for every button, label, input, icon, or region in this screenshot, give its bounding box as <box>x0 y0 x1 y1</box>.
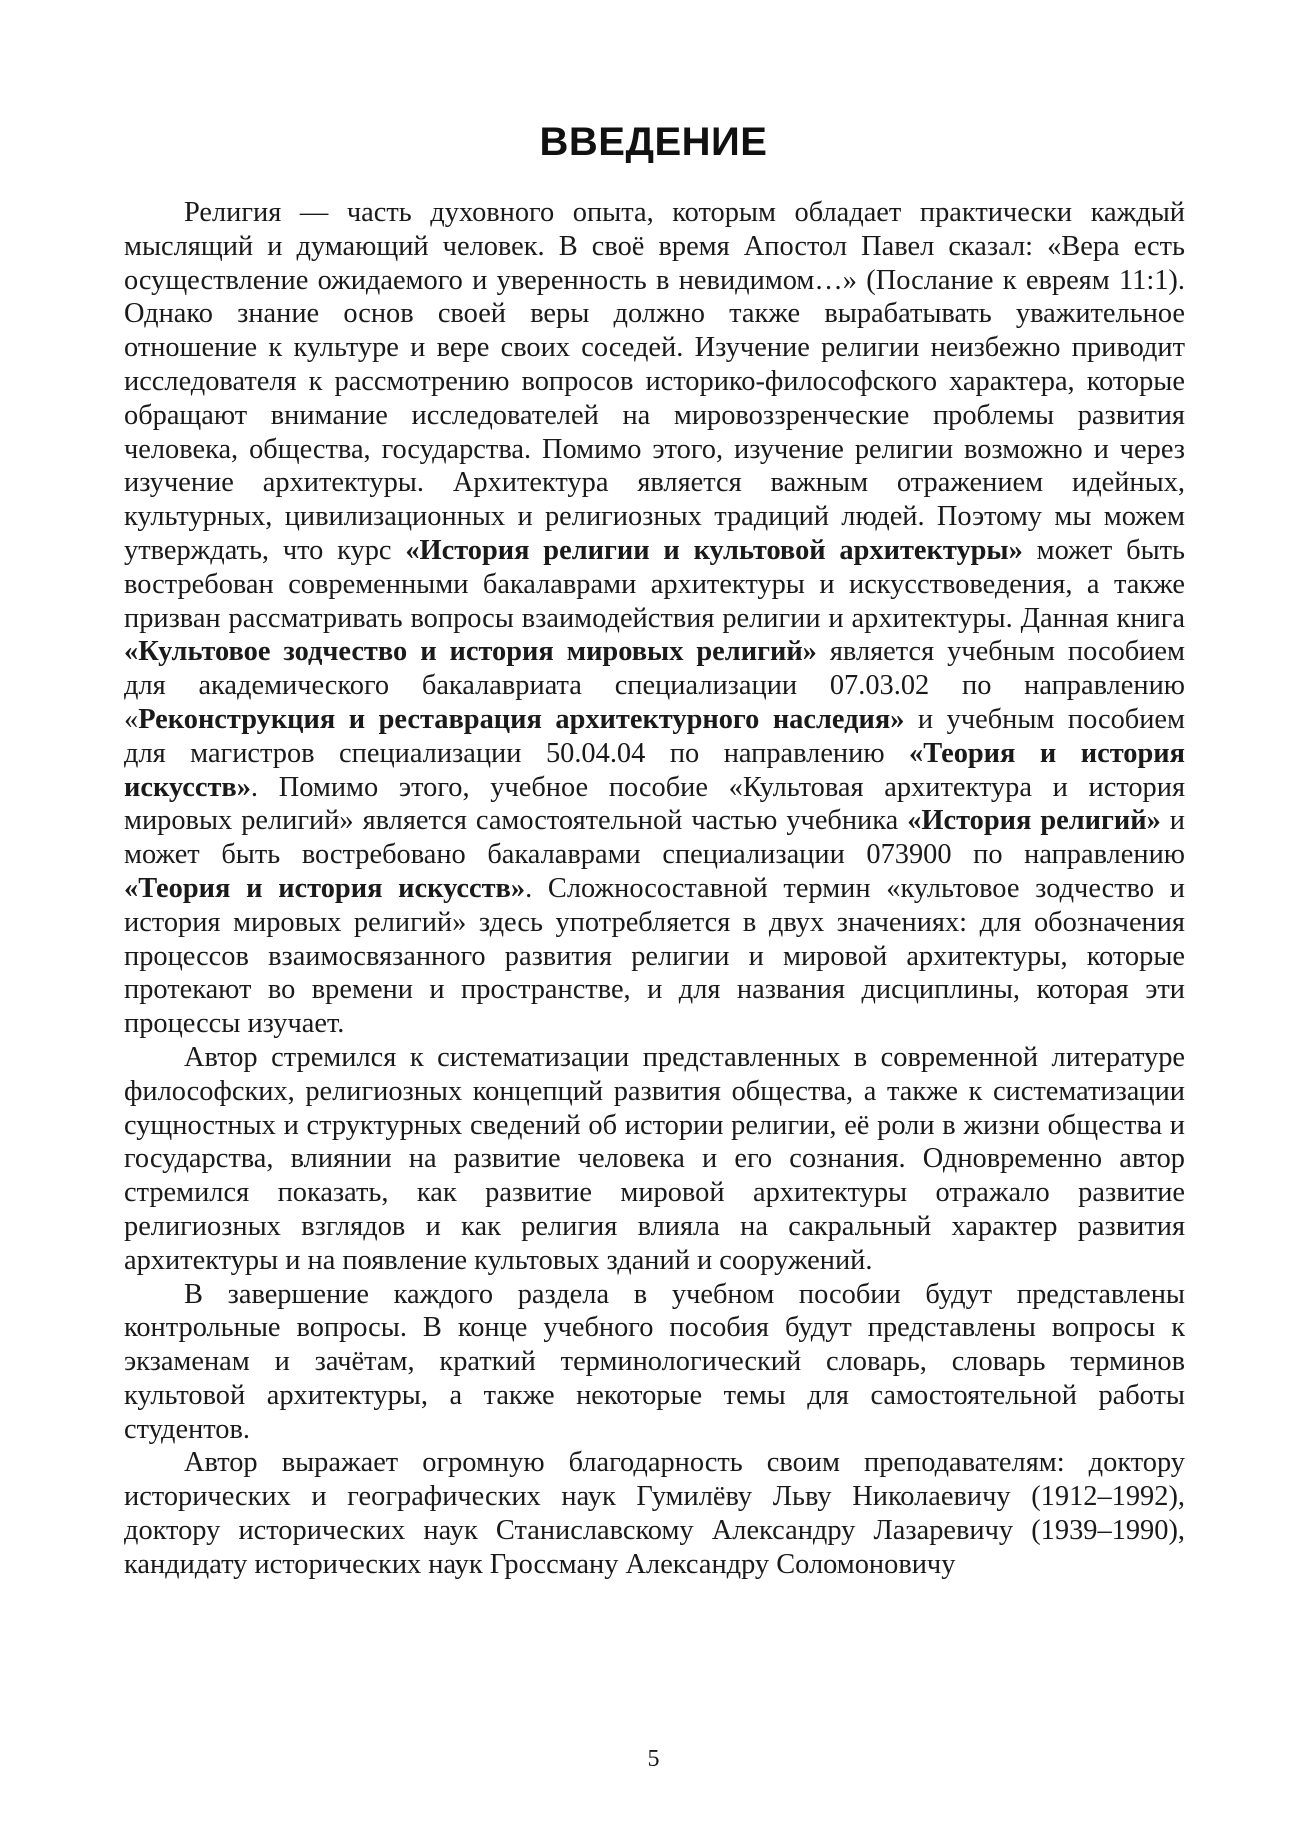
text-run: и может быть востребовано бакалаврами специализации 073900 по направлению <box>124 805 1186 871</box>
paragraph-3 <box>124 1278 1185 1447</box>
text-run: . Помимо этого, учебное пособие «Культовая архитектура и история мировых религий» является самостоятельной частью учебника <box>124 771 1185 837</box>
text-run: . Сложносоставной термин «культовое зодчество и история мировых религий» здесь употребляется в двух значениях: для обозначения процессов взаимосвязанного развития религии и мировой архитектуры, которые протекают во времени и пространстве, и для названия дисциплины, которая эти процессы изучает. <box>124 872 1185 1040</box>
text-run: Религия — часть духовного опыта, которым обладает практически каждый мыслящий и думающий человек. В своё время Апостол Павел сказал: «Вера есть осуществление ожидаемого и уверенность в невидимом…» (Послание к евреям 11:1). Однако знание основ своей веры должно также вырабатывать уважительное отношение к культуре и вере своих соседей. Изучение религии неизбежно приводит исследователя к рассмотрению вопросов историко-философского характера, которые обращают внимание исследователей на мировоззренческие проблемы развития человека, общества, государства. Помимо этого, изучение религии возможно и через изучение архитектуры. Архитектура является важным отражением идейных, культурных, цивилизационных и религиозных традиций людей. Поэтому мы можем утверждать, что курс <box>124 197 1185 566</box>
text-run: Автор выражает огромную благодарность своим преподавателям: доктору исторических и географических наук Гумилёву Льву Николаевичу (1912–1992), доктору исторических наук Станиславскому Александру Лазаревичу (1939–1990), кандидату исторических наук Гроссману Александру Соломоновичу <box>124 1447 1185 1580</box>
bold-text-run: «История религии и культовой архитектуры» <box>405 534 1023 566</box>
text-run: В завершение каждого раздела в учебном пособии будут представлены контрольные вопросы. В конце учебного пособия будут представлены вопросы к экзаменам и зачётам, краткий терминологический словарь, словарь терминов культовой архитектуры, а также некоторые темы для самостоятельной работы студентов. <box>124 1278 1185 1445</box>
text-run: и учебным пособием для магистров специализации 50.04.04 по направлению <box>124 703 1185 769</box>
text-run: Автор стремился к систематизации представленных в современной литературе философских, религиозных концепций развития общества, а также к систематизации сущностных и структурных сведений об истории религии, её роли в жизни общества и государства, влиянии на развитие человека и его сознания. Одновременно автор стремился показать, как развитие мировой архитектуры отражало развитие религиозных взглядов и как религия влияла на сакральный характер развития архитектуры и на появление культовых зданий и сооружений. <box>124 1041 1185 1276</box>
page-title: ВВЕДЕНИЕ <box>539 120 768 164</box>
bold-text-run: «История религий» <box>907 805 1161 837</box>
bold-text-run: «Теория и история искусств» <box>124 737 1186 803</box>
text-run: может быть востребован современными бакалаврами архитектуры и искусствоведения, а также призван рассматривать вопросы взаимодействия религии и архитектуры. Данная книга <box>124 534 1185 634</box>
paragraph-1 <box>124 196 1185 1041</box>
paragraph-2 <box>124 1041 1185 1278</box>
page-number: 5 <box>647 1746 660 1772</box>
bold-text-run: «Культовое зодчество и история мировых религий» <box>124 636 817 668</box>
text-run: является учебным пособием для академического бакалавриата специализации 07.03.02 по направлению « <box>124 636 1185 735</box>
body-text <box>124 196 1185 1582</box>
paragraph-4 <box>124 1446 1185 1581</box>
bold-text-run: «Теория и история искусств» <box>124 872 526 904</box>
bold-text-run: Реконструкция и реставрация архитектурного наследия» <box>138 703 905 735</box>
